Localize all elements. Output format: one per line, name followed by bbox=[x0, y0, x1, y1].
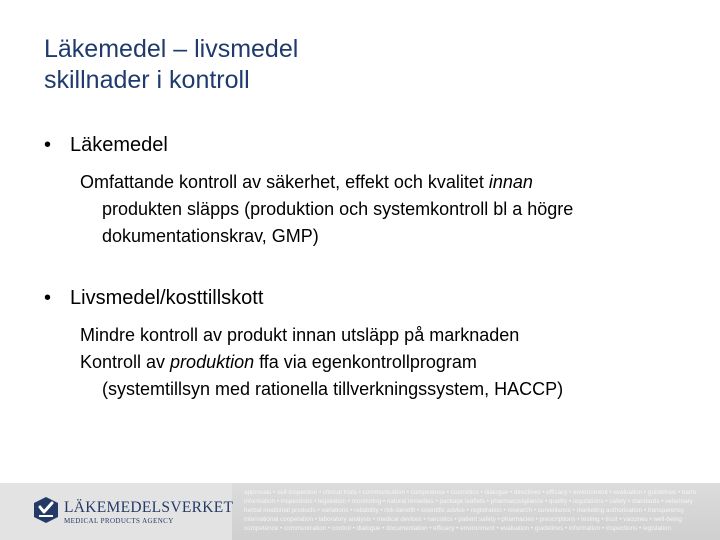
emphasis-text: innan bbox=[488, 172, 533, 192]
tag-line: information • inspections • legislation • monitoring • natural remedies • package leaflets • pharmacovigilance • quality • regulations • safety • standards • veterinary bbox=[244, 498, 693, 505]
tag-line: herbal medicinal products • variations • reliability • risk-benefit • scientific advice • registration • research • surveillance • marketing authorisation • transparency bbox=[244, 507, 685, 514]
bullet-livsmedel bbox=[44, 285, 263, 311]
slide-title-line-2: skillnader i kontroll bbox=[44, 66, 250, 94]
agency-logo bbox=[0, 483, 232, 540]
tag-line: approvals • self-inspection • clinical trials • communication • competence • cosmetics • dialogue • directives • efficacy • environment • evaluation • guidelines • harm bbox=[244, 489, 697, 496]
tag-line: competence • communication • control • dialogue • documentation • efficacy • environment • evaluation • guidelines • information • inspections • legislation bbox=[244, 525, 672, 532]
body-line: Kontroll av produktion ffa via egenkontrollprogram bbox=[80, 352, 477, 372]
bullet-heading: Livsmedel/kosttillskott bbox=[70, 287, 264, 309]
logo-name: LÄKEMEDELSVERKET bbox=[64, 499, 234, 516]
slide-title bbox=[44, 34, 298, 96]
keyword-tag-cloud bbox=[244, 488, 720, 533]
emphasis-text: produktion bbox=[170, 352, 255, 372]
bullet-dot-icon: • bbox=[44, 134, 52, 156]
body-line: produkten släpps (produktion och systemkontroll bl a högre bbox=[102, 199, 574, 219]
body-line: (systemtillsyn med rationella tillverkningssystem, HACCP) bbox=[102, 379, 564, 399]
agency-emblem-icon bbox=[32, 495, 60, 525]
body-line: dokumentationskrav, GMP) bbox=[102, 226, 319, 246]
footer-band bbox=[0, 483, 720, 540]
body-line: Omfattande kontroll av säkerhet, effekt och kvalitet innan bbox=[80, 172, 533, 192]
body-line: Mindre kontroll av produkt innan utsläpp på marknaden bbox=[80, 325, 520, 345]
bullet-lakemedel bbox=[44, 132, 168, 158]
bullet-dot-icon: • bbox=[44, 287, 52, 309]
logo-subtitle: MEDICAL PRODUCTS AGENCY bbox=[64, 517, 174, 525]
tag-line: international cooperation • laboratory analysis • medical devices • narcotics • patient safety • pharmacies • prescriptions • testing • trust • vaccines • well-being bbox=[244, 516, 682, 523]
slide-title-line-1: Läkemedel – livsmedel bbox=[44, 35, 299, 63]
bullet-heading: Läkemedel bbox=[70, 134, 168, 156]
